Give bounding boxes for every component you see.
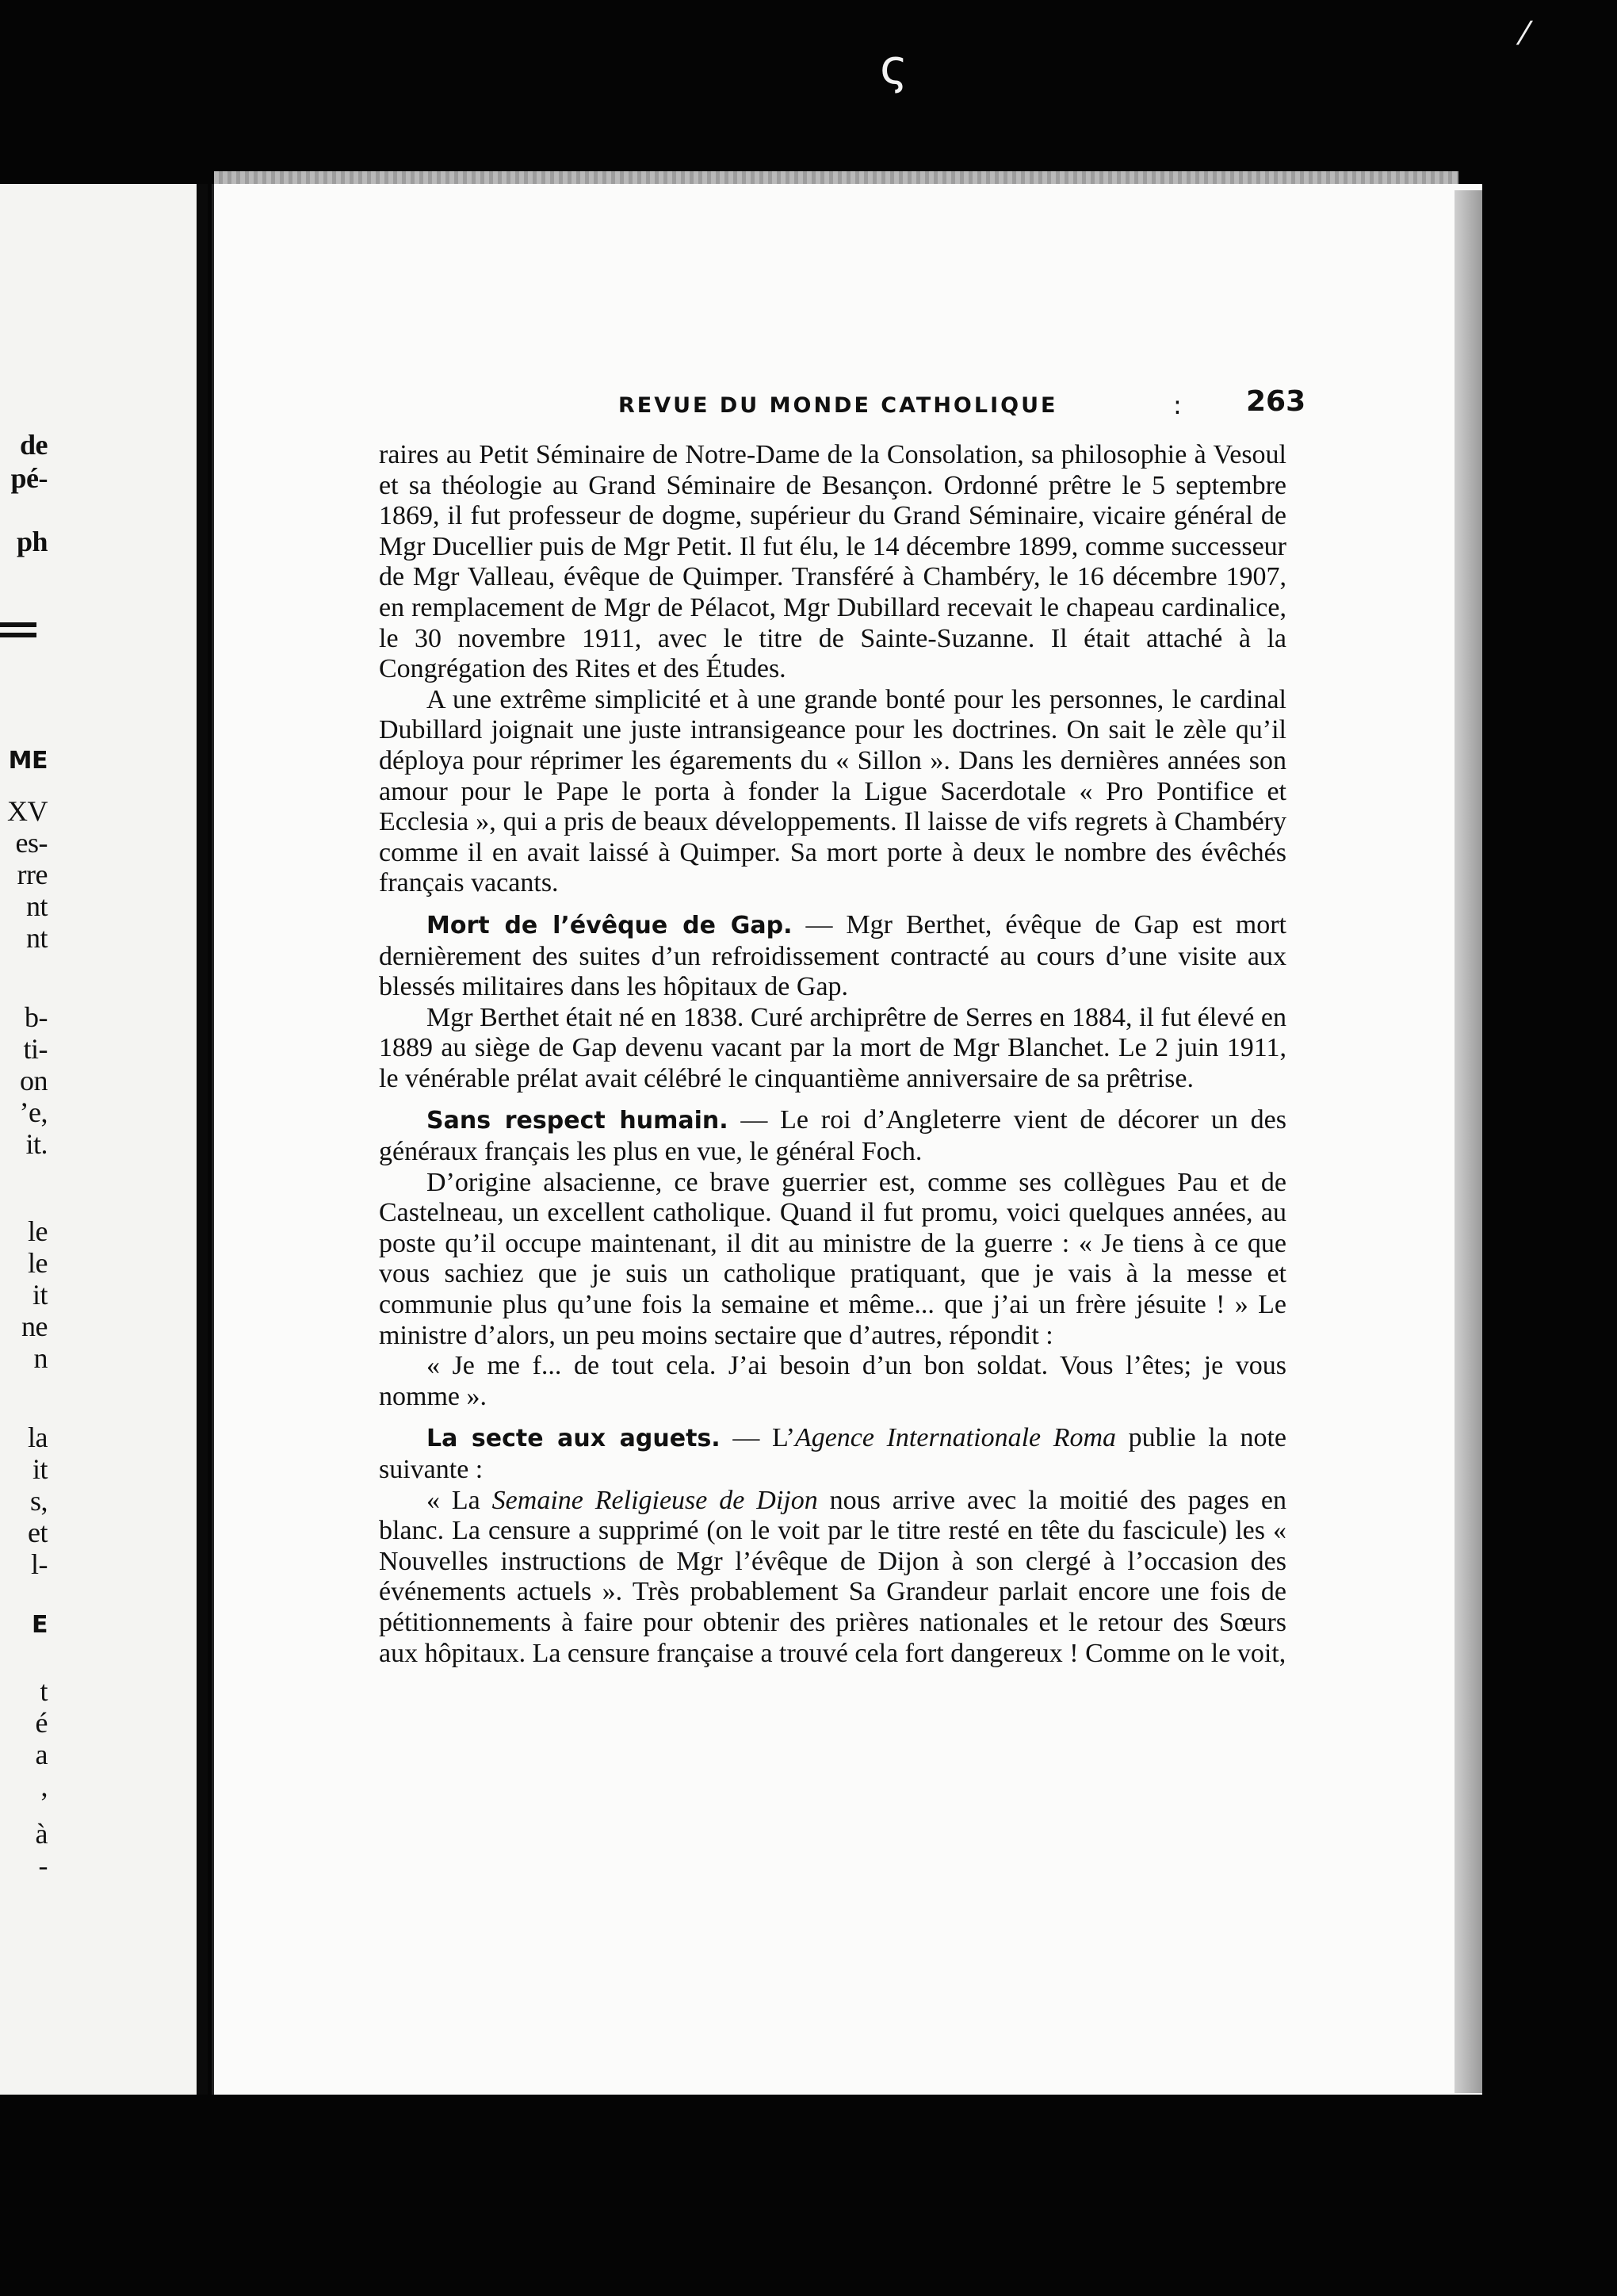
- section-text: — L’: [720, 1423, 795, 1453]
- left-page-fragment: nt: [25, 890, 48, 922]
- section-text: publie la note suivante :: [379, 1423, 1286, 1484]
- left-page-fragment: le: [28, 1215, 48, 1247]
- left-page-fragment: ’e,: [19, 1096, 48, 1128]
- left-page-fragment: a: [35, 1739, 48, 1770]
- left-page-fragment: à: [35, 1818, 48, 1850]
- paragraph: A une extrême simplicité et à une grande bonté pour les personnes, le cardinal Dubillard joignait une juste intransigeance pour les doctrines. On sait le zèle qu’il déploya pour réprimer les égarements du « Sillon ». Dans les dernières années son amour pour le Pape le porta à fonder la Ligue Sacerdotale « Pro Pontifice et Ecclesia », qui a pris de beaux développements. Il laisse de vifs regrets à Chambéry comme il en avait laissé à Quimper. Sa mort porte à deux le nombre des évêchés français vacants.: [379, 684, 1286, 898]
- section-heading: Mort de l’évêque de Gap.: [426, 911, 793, 939]
- left-page-fragment: it.: [25, 1128, 48, 1160]
- left-page-fragment: é: [35, 1707, 48, 1739]
- page-number: 263: [1246, 385, 1306, 418]
- left-page-fragment: n: [33, 1342, 48, 1374]
- left-page-fragment: rre: [17, 859, 48, 890]
- left-page-rule: [0, 633, 36, 637]
- left-page-fragment: ti-: [23, 1033, 48, 1065]
- paragraph: « Je me f... de tout cela. J’ai besoin d’un bon soldat. Vous l’êtes; je vous nomme ».: [379, 1351, 1286, 1411]
- article-body: [379, 440, 1286, 1669]
- section-heading: Sans respect humain.: [426, 1107, 728, 1135]
- section-text: — Mgr Berthet, évêque de Gap est mort dernièrement des suites d’un refroidissement contracté au cours d’une visite aux blessés militaires dans les hôpitaux de Gap.: [379, 909, 1286, 1002]
- running-header: [618, 385, 1306, 430]
- section-heading: La secte aux aguets.: [426, 1425, 721, 1453]
- running-title: REVUE DU MONDE CATHOLIQUE: [618, 393, 1058, 418]
- header-mark: :: [1173, 390, 1182, 420]
- left-page-fragment: de: [20, 429, 48, 461]
- left-page-fragment: t: [40, 1675, 48, 1707]
- left-page-fragment: b-: [25, 1001, 48, 1033]
- paragraph: D’origine alsacienne, ce brave guerrier est, comme ses collègues Pau et de Castelneau, un excellent catholique. Quand il fut promu, voici quelques années, au poste qu’il occupe maintenant, il dit au ministre de la guerre : « Je tiens à ce que vous sachiez que je suis un catholique pratiquant, que je vais à la messe et communie plus qu’une fois la semaine et même... que j’ai un frère jésuite ! » Le ministre d’alors, un peu moins sectaire que d’autres, répondit :: [379, 1167, 1286, 1350]
- left-page-fragment: XV: [7, 795, 48, 827]
- left-page-fragment: on: [20, 1065, 48, 1096]
- left-page-fragment: nt: [25, 922, 48, 954]
- section-paragraph: [379, 1105, 1286, 1167]
- left-page-fragment: s,: [29, 1485, 48, 1517]
- left-page-fragment: it: [32, 1453, 48, 1485]
- left-page-fragment: ME: [8, 747, 48, 775]
- paragraph: [379, 1486, 1286, 1670]
- left-facing-page: [0, 184, 208, 2095]
- left-page-fragment: ,: [40, 1770, 48, 1802]
- section-paragraph: [379, 910, 1286, 1003]
- left-page-fragment: ne: [21, 1311, 48, 1342]
- left-page-fragment: pé-: [10, 462, 48, 494]
- left-page-fragment: es-: [15, 827, 48, 859]
- left-page-rule: [0, 622, 36, 627]
- paragraph-text: « La: [426, 1485, 492, 1515]
- left-page-fragment: et: [28, 1517, 48, 1548]
- left-page-fragment: l-: [31, 1548, 48, 1580]
- paragraph: Mgr Berthet était né en 1838. Curé archiprêtre de Serres en 1884, il fut élevé en 1889 au siège de Gap devenu vacant par la mort de Mgr Blanchet. Le 2 juin 1911, le vénérable prélat avait célébré le cinquantième anniversaire de sa prêtrise.: [379, 1002, 1286, 1093]
- scan-speck: ⁄: [1522, 16, 1527, 52]
- left-page-fragment: le: [28, 1247, 48, 1279]
- left-page-fragment: E: [32, 1611, 48, 1639]
- scan-speck: ς: [880, 40, 908, 95]
- paragraph-text: nous arrive avec la moitié des pages en blanc. La censure a supprimé (on le voit par le titre resté en tête du fascicule) les « Nouvelles instructions de Mgr l’évêque de Dijon à son clergé à l’occasion des événements actuels ». Très probablement Sa Grandeur parlait encore une fois de pétitionnements à faire pour obtenir des prières nationales et le retour des Sœurs aux hôpitaux. La censure française a trouvé cela fort dangereux ! Comme on le voit,: [379, 1485, 1286, 1668]
- italic-source: Agence Internationale Roma: [794, 1423, 1117, 1453]
- left-page-fragment: it: [32, 1279, 48, 1311]
- section-text: — Le roi d’Angleterre vient de décorer un des généraux français les plus en vue, le général Foch.: [379, 1105, 1286, 1167]
- section-paragraph: [379, 1423, 1286, 1485]
- left-page-fragment: ph: [16, 526, 48, 557]
- italic-title: Semaine Religieuse de Dijon: [491, 1485, 818, 1515]
- left-page-fragment: la: [28, 1422, 48, 1453]
- paragraph: raires au Petit Séminaire de Notre-Dame de la Consolation, sa philosophie à Vesoul et sa théologie au Grand Séminaire de Besançon. Ordonné prêtre le 5 septembre 1869, il fut professeur de dogme, supérieur du Grand Séminaire, vicaire général de Mgr Ducellier puis de Mgr Petit. Il fut élu, le 14 décembre 1899, comme successeur de Mgr Valleau, évêque de Quimper. Transféré à Chambéry, le 16 décembre 1907, en remplacement de Mgr de Pélacot, Mgr Dubillard recevait le chapeau cardinalice, le 30 novembre 1911, avec le titre de Sainte-Suzanne. Il était attaché à la Congrégation des Rites et des Études.: [379, 440, 1286, 684]
- left-page-fragment: -: [38, 1850, 48, 1881]
- page-right-shadow: [1455, 190, 1482, 2093]
